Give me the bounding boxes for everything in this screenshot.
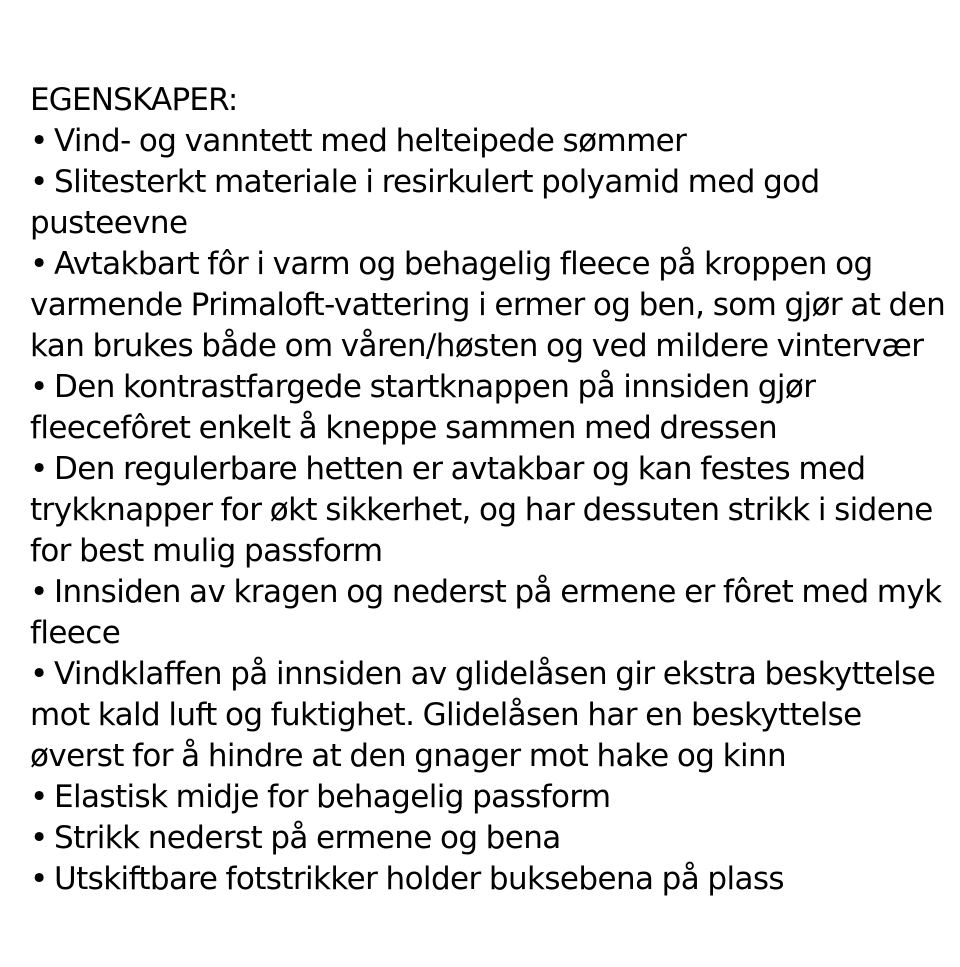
feature-line-continuation (30, 531, 960, 572)
feature-line-bulleted (30, 121, 960, 162)
feature-line-text: Elastisk midje for behagelig passform (54, 779, 611, 815)
feature-line-text: kan brukes både om våren/høsten og ved mildere vintervær (30, 328, 924, 364)
feature-line-bulleted (30, 162, 960, 203)
bullet-icon: • (30, 451, 48, 487)
bullet-icon: • (30, 656, 48, 692)
feature-line-bulleted (30, 572, 960, 613)
feature-line-text: Strikk nederst på ermene og bena (54, 820, 561, 856)
bullet-icon: • (30, 861, 48, 897)
feature-line-bulleted (30, 818, 960, 859)
heading: EGENSKAPER: (30, 82, 238, 118)
feature-line-text: mot kald luft og fuktighet. Glidelåsen har en beskyttelse (30, 697, 862, 733)
feature-line-text: Slitesterkt materiale i resirkulert polyamid med god (54, 164, 820, 200)
feature-line-text: for best mulig passform (30, 533, 383, 569)
feature-line-bulleted (30, 859, 960, 900)
bullet-icon: • (30, 779, 48, 815)
feature-line-continuation (30, 695, 960, 736)
feature-line-text: fleece (30, 615, 121, 651)
feature-line-text: Den kontrastfargede startknappen på innsiden gjør (54, 369, 816, 405)
feature-line-text: Vind- og vanntett med helteipede sømmer (54, 123, 687, 159)
bullet-icon: • (30, 246, 48, 282)
feature-line-bulleted (30, 367, 960, 408)
bullet-icon: • (30, 164, 48, 200)
feature-line-text: varmende Primaloft-vattering i ermer og ben, som gjør at den (30, 287, 946, 323)
bullet-icon: • (30, 123, 48, 159)
features-document (30, 80, 960, 900)
feature-line-text: fleecefôret enkelt å kneppe sammen med dressen (30, 410, 778, 446)
feature-line-bulleted (30, 654, 960, 695)
feature-line-text: Vindklaffen på innsiden av glidelåsen gir ekstra beskyttelse (54, 656, 936, 692)
feature-line-continuation (30, 285, 960, 326)
feature-line-text: Utskiftbare fotstrikker holder buksebena på plass (54, 861, 784, 897)
feature-line-continuation (30, 326, 960, 367)
feature-line-text: øverst for å hindre at den gnager mot hake og kinn (30, 738, 787, 774)
feature-line-text: Den regulerbare hetten er avtakbar og kan festes med (54, 451, 866, 487)
feature-line-continuation (30, 490, 960, 531)
feature-line-text: Innsiden av kragen og nederst på ermene er fôret med myk (54, 574, 942, 610)
bullet-icon: • (30, 574, 48, 610)
feature-line-continuation (30, 203, 960, 244)
feature-line-bulleted (30, 449, 960, 490)
feature-line-continuation (30, 408, 960, 449)
feature-line-bulleted (30, 244, 960, 285)
feature-line-continuation (30, 613, 960, 654)
bullet-icon: • (30, 820, 48, 856)
feature-line-text: Avtakbart fôr i varm og behagelig fleece på kroppen og (54, 246, 873, 282)
feature-line-text: trykknapper for økt sikkerhet, og har dessuten strikk i sidene (30, 492, 933, 528)
feature-line-bulleted (30, 777, 960, 818)
feature-line-text: pusteevne (30, 205, 188, 241)
feature-lines (30, 121, 960, 900)
bullet-icon: • (30, 369, 48, 405)
feature-line-continuation (30, 736, 960, 777)
